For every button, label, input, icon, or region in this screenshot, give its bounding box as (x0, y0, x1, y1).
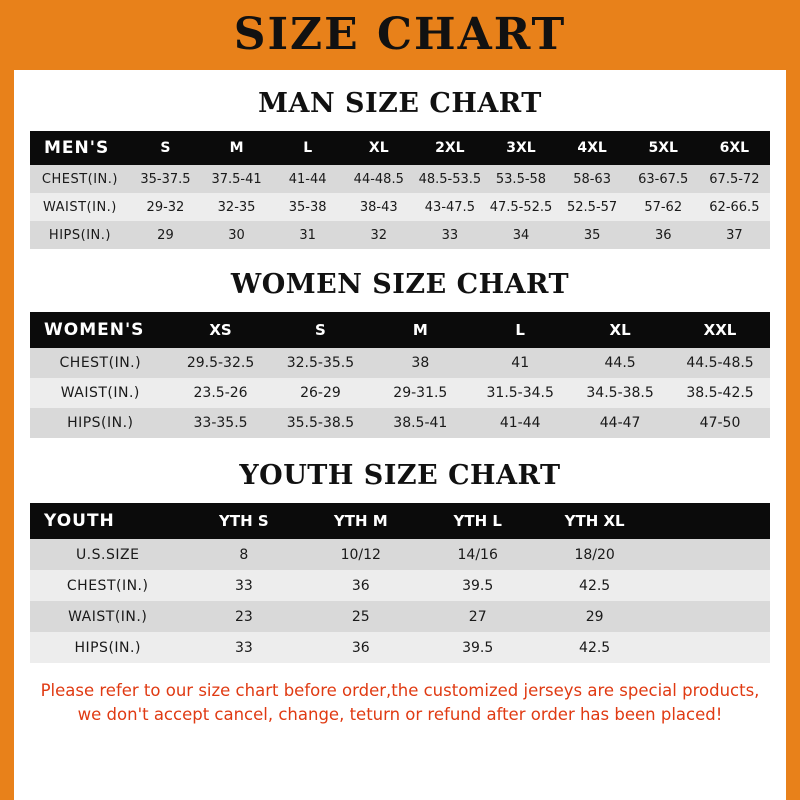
youth-ussize-xl: 18/20 (536, 539, 653, 570)
women-header-label: WOMEN'S (30, 312, 171, 348)
youth-row-label-waist: WAIST(IN.) (30, 601, 185, 632)
man-size-table (30, 131, 770, 249)
man-header-m: M (201, 131, 272, 165)
man-waist-2xl: 43-47.5 (414, 193, 485, 221)
table-row (30, 632, 770, 663)
table-row (30, 570, 770, 601)
women-header-s: S (270, 312, 370, 348)
women-header-m: M (370, 312, 470, 348)
women-hips-xxl: 47-50 (670, 408, 770, 438)
women-row-label-chest: CHEST(IN.) (30, 348, 171, 378)
youth-ussize-l: 14/16 (419, 539, 536, 570)
youth-header-label: YOUTH (30, 503, 185, 539)
page-title: SIZE CHART (233, 9, 567, 60)
table-row (30, 221, 770, 249)
man-hips-6xl: 37 (699, 221, 770, 249)
youth-header-yth-m: YTH M (302, 503, 419, 539)
man-header-label: MEN'S (30, 131, 130, 165)
man-chest-6xl: 67.5-72 (699, 165, 770, 193)
man-header-5xl: 5XL (628, 131, 699, 165)
man-waist-5xl: 57-62 (628, 193, 699, 221)
man-hips-4xl: 35 (557, 221, 628, 249)
man-row-label-waist: WAIST(IN.) (30, 193, 130, 221)
man-chest-2xl: 48.5-53.5 (414, 165, 485, 193)
man-chest-5xl: 63-67.5 (628, 165, 699, 193)
women-hips-xs: 33-35.5 (171, 408, 271, 438)
man-header-2xl: 2XL (414, 131, 485, 165)
man-waist-3xl: 47.5-52.5 (485, 193, 556, 221)
table-header-row (30, 312, 770, 348)
women-chest-xl: 44.5 (570, 348, 670, 378)
women-hips-l: 41-44 (470, 408, 570, 438)
table-row (30, 193, 770, 221)
women-header-xs: XS (171, 312, 271, 348)
women-header-xxl: XXL (670, 312, 770, 348)
man-chest-3xl: 53.5-58 (485, 165, 556, 193)
man-header-4xl: 4XL (557, 131, 628, 165)
women-hips-s: 35.5-38.5 (270, 408, 370, 438)
man-waist-l: 35-38 (272, 193, 343, 221)
man-waist-m: 32-35 (201, 193, 272, 221)
youth-row-label-us-size: U.S.SIZE (30, 539, 185, 570)
man-hips-s: 29 (130, 221, 201, 249)
women-chest-xxl: 44.5-48.5 (670, 348, 770, 378)
women-waist-s: 26-29 (270, 378, 370, 408)
women-chest-xs: 29.5-32.5 (171, 348, 271, 378)
man-hips-5xl: 36 (628, 221, 699, 249)
youth-section-title: YOUTH SIZE CHART (239, 460, 561, 491)
women-size-table (30, 312, 770, 438)
youth-ussize-s: 8 (185, 539, 302, 570)
page-banner (0, 0, 800, 70)
man-row-label-hips: HIPS(IN.) (30, 221, 130, 249)
man-hips-xl: 32 (343, 221, 414, 249)
man-waist-6xl: 62-66.5 (699, 193, 770, 221)
man-header-xl: XL (343, 131, 414, 165)
table-row (30, 165, 770, 193)
man-chest-4xl: 58-63 (557, 165, 628, 193)
note-line-2: we don't accept cancel, change, teturn or refund after order has been placed! (77, 704, 723, 724)
youth-waist-empty (653, 601, 770, 632)
youth-row-label-hips: HIPS(IN.) (30, 632, 185, 663)
women-hips-m: 38.5-41 (370, 408, 470, 438)
youth-chest-xl: 42.5 (536, 570, 653, 601)
youth-header-yth-l: YTH L (419, 503, 536, 539)
order-policy-note (30, 679, 770, 727)
man-hips-3xl: 34 (485, 221, 556, 249)
women-row-label-hips: HIPS(IN.) (30, 408, 171, 438)
man-section-title: MAN SIZE CHART (258, 88, 542, 119)
table-row (30, 539, 770, 570)
man-waist-xl: 38-43 (343, 193, 414, 221)
table-row (30, 348, 770, 378)
table-row (30, 601, 770, 632)
youth-waist-l: 27 (419, 601, 536, 632)
youth-chest-l: 39.5 (419, 570, 536, 601)
women-chest-s: 32.5-35.5 (270, 348, 370, 378)
youth-ussize-empty (653, 539, 770, 570)
youth-header-yth-xl: YTH XL (536, 503, 653, 539)
youth-chest-empty (653, 570, 770, 601)
youth-hips-empty (653, 632, 770, 663)
man-hips-2xl: 33 (414, 221, 485, 249)
youth-waist-s: 23 (185, 601, 302, 632)
women-waist-xxl: 38.5-42.5 (670, 378, 770, 408)
women-chest-l: 41 (470, 348, 570, 378)
table-header-row (30, 131, 770, 165)
note-line-1: Please refer to our size chart before order,the customized jerseys are special products, (40, 681, 760, 700)
man-hips-m: 30 (201, 221, 272, 249)
women-chest-m: 38 (370, 348, 470, 378)
man-header-s: S (130, 131, 201, 165)
man-chest-s: 35-37.5 (130, 165, 201, 193)
women-section-title: WOMEN SIZE CHART (230, 269, 570, 300)
table-row (30, 408, 770, 438)
man-chest-xl: 44-48.5 (343, 165, 414, 193)
youth-hips-xl: 42.5 (536, 632, 653, 663)
youth-hips-m: 36 (302, 632, 419, 663)
women-waist-l: 31.5-34.5 (470, 378, 570, 408)
youth-header-yth-s: YTH S (185, 503, 302, 539)
man-row-label-chest: CHEST(IN.) (30, 165, 130, 193)
youth-hips-s: 33 (185, 632, 302, 663)
man-waist-4xl: 52.5-57 (557, 193, 628, 221)
man-hips-l: 31 (272, 221, 343, 249)
women-waist-xl: 34.5-38.5 (570, 378, 670, 408)
youth-waist-xl: 29 (536, 601, 653, 632)
youth-size-table (30, 503, 770, 663)
youth-chest-m: 36 (302, 570, 419, 601)
women-header-xl: XL (570, 312, 670, 348)
women-header-l: L (470, 312, 570, 348)
youth-header-empty (653, 503, 770, 539)
table-row (30, 378, 770, 408)
youth-ussize-m: 10/12 (302, 539, 419, 570)
man-chest-m: 37.5-41 (201, 165, 272, 193)
table-header-row (30, 503, 770, 539)
women-row-label-waist: WAIST(IN.) (30, 378, 171, 408)
man-chest-l: 41-44 (272, 165, 343, 193)
chart-content (14, 88, 786, 727)
women-waist-m: 29-31.5 (370, 378, 470, 408)
youth-waist-m: 25 (302, 601, 419, 632)
youth-hips-l: 39.5 (419, 632, 536, 663)
women-hips-xl: 44-47 (570, 408, 670, 438)
women-waist-xs: 23.5-26 (171, 378, 271, 408)
youth-row-label-chest: CHEST(IN.) (30, 570, 185, 601)
youth-chest-s: 33 (185, 570, 302, 601)
man-header-l: L (272, 131, 343, 165)
man-waist-s: 29-32 (130, 193, 201, 221)
man-header-6xl: 6XL (699, 131, 770, 165)
man-header-3xl: 3XL (485, 131, 556, 165)
